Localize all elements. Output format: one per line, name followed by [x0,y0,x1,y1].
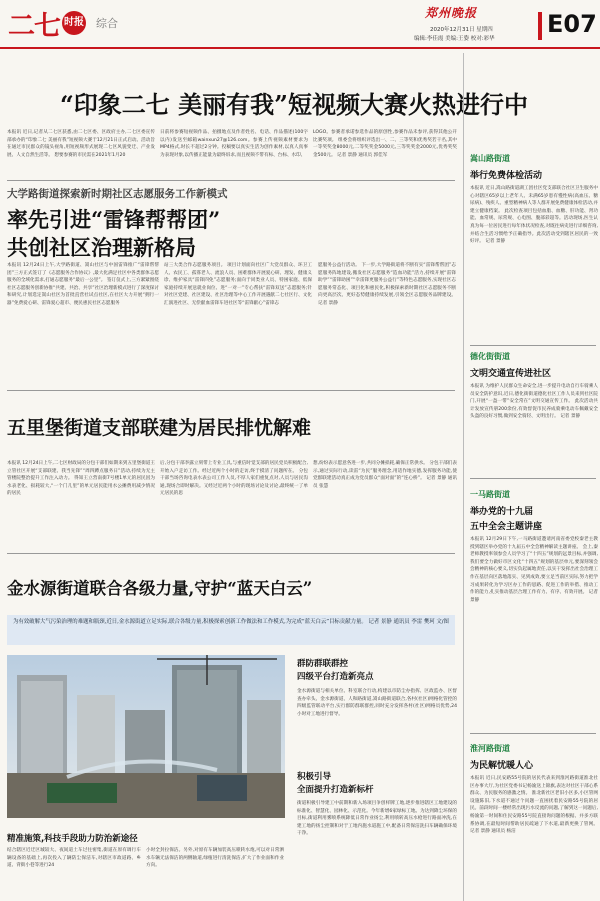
story4-headline: 金水源街道联合各级力量,守护“蓝天白云” [7,579,313,598]
sidebar-body: 本报讯 12月29日下午,一马路街道邀请河南省委党校秦老主教授到辖区举办党的十九届五中全会精神解读主题讲座。 会上,秦老师教授率领参会人员学习了“十四五”规划的远景目标,并强调,我们要全力做好市区文化“十四五”规划的基层单元,要深刻领会会精神的核心要义,切实负起属地责任,以实干发挥出社会治理工作在基层向区落地落实、见到成效,要立足当前区实际,努力把学习成果转化为学习区办工作的思路、促进工作的举措、推动工作的能力,扎实推动基层合理工作有力、有序、有效开展。 记者 景静 [470,537,598,603]
brand-badge [62,11,86,35]
story2-headline-1: 率先引进“雷锋帮帮团” [7,207,221,232]
masthead-rule [0,47,600,49]
story1-headline: “印象二七 美丽有我”短视频大赛火热进行中 [60,90,528,119]
masthead [0,0,600,50]
sidebar-title-2: 五中全会主题讲座 [470,522,543,532]
date-line: 2020年12月31日 星期四 [430,27,493,33]
sidebar-column [463,53,600,901]
story3-headline: 五里堡街道支部联建为居民排忧解难 [7,417,312,439]
sidebar-tag: 一马路街道 [470,490,510,499]
story3-col2: 后,分包干部李露立刻带上专业工具,与重信时觉支部的居民党员积极配合,开始入户走访工作。经过近两个小时的走访,终于摸清了问题所在。 分包干部当场咨询电表水表公司工作人员,不厚人家们重复点对,人员与居民沟通,现场合即时解决。又经过近两个小时的现场讨论及讨论,最终统一了单元居民的思 [160,461,308,497]
masthead-brand [8,6,118,40]
story1-col2: 日前将参赛短视频作品、拍摄地点及作者姓名、电话、作品描述(100字以内)发送至邮箱wainxun27@126.com。参赛上传视频素材要求为MP4格式,时长不超过2分钟。投稿要以真实生活为创作素材,以真人真事为表现对象,以传播正能量为最终诉求,而且视频不带有标、台标、水印、 [160,130,308,158]
page-divider [538,12,542,40]
sidebar-divider [470,733,596,734]
story-divider [7,553,455,554]
sidebar-item-2 [470,351,598,488]
story1-col1: 本报讯 近日,记者从二七区获悉,由二七区委、区政府主办,二七区委宣传部承办的“印象二七 美丽有我”短视频大赛于12月21日正式启动。活动旨在通过市民群众的镜头视角,用短视频形式展现二七区风貌变迁、产业发展、人文自然生活等。 想要参赛的市民需在2021年1月20 [7,130,155,158]
sidebar-tag: 淮河路街道 [470,744,510,753]
sub1-title-1: 群防群联群控 [297,659,349,669]
story-divider [7,390,455,391]
editors-line: 编辑:李佳霞 美编:王姿 校对:彩华 [414,36,495,42]
story1-col3: LOGO。参赛者承诺参选作品的原创性,参赛作品未参评,获得其他公开比赛奖项。 组委会将组织评选出一、二、三等奖和优秀奖若干名,其中一等奖奖金8000元,二等奖奖金5000元,三等奖奖金2000元,优秀奖奖金500元。 记者 景静 通讯员 郭佳军 [313,130,457,158]
sidebar-title: 为民解忧暖人心 [470,761,534,771]
story2-headline-2: 共创社区治理新格局 [7,235,196,260]
story2-col2: 站三大类合作志愿服务项目。 项目计划面向社区广大党员群众、环卫工人、农民工、孤寡老人、流浪人员、困难群体开展爱心研、理发、健康义诊、维护家具“雷锋四免”志愿服务;面向于同类业人员、特困家庭、低保家庭持续开展送就业岗位、进“一对一”专心帮扶“雷锋双送”志愿服务;针对社区党建、社区建设、社区治理等中心工作开展遇献二七社区行、文化汇演进社区、无偿献血雷锋车进社区等“雷锋献心”雷锋志 [164,263,312,306]
sidebar-title-1: 举办党的十九届 [470,507,534,517]
sidebar-title: 举行免费体检活动 [470,171,543,181]
construction-photo [7,655,285,818]
sidebar-body: 本报讯 为维护人民群众生命安全,进一步提升电动自行车骑乘人员安全防护意识,近日,德化街街道德化社区工作人员来到社区院门,开展“一盔一带”安全常在”文明交通宣传工作。 此次活动共计发放宣传册200余份,有效督促市民养成骑乘电动车佩戴安全头盔的良好习惯,做到安全骑轻、文明出行。 记者 景静 [470,384,598,420]
brand-name: 二七 [8,10,60,42]
sidebar-divider [470,478,596,479]
story4-summary: 为有效破解大气污染治理的难题和瓶颈,近日,金水源街道立足实际,联合各级力量,积极探索创新工作做法和工作模式,为完成“蓝天白云”目标贡献力量。 记者 景静 通讯员 李雷 樊珂 文/图 [13,619,449,625]
story2-col1: 本报讯 12月24日上午,大学路街道、嵩山社区与中国雷锋推广“雷锋帮帮团”三方正式签订了《志愿服务合作协议》,最大化满足社区中各类群体志愿服务的全域化需求,打通志愿服务“最后一公里”。 签订仪式上,三方紧紧围绕社区志愿服务创新协推“共建、共治、共享”社区治理新模式进行了深度探讨和研究,计划选定嵩山社区为首批直营社试点社区,在社区大力开展“拥行一器”免费爱心研、雷锋爱心超市、便民惠民社区志愿服务 [7,263,159,306]
sidebar-item-4 [470,743,598,901]
sidebar-tag: 嵩山路街道 [470,154,510,163]
sidebar-item-3 [470,489,598,741]
story2-kicker: 大学路街道探索新时期社区志愿服务工作新模式 [7,188,228,200]
section-name: 综合 [96,17,118,30]
story4-photo [7,655,285,818]
sidebar-item-1 [470,153,598,335]
story3-col3: 想,纷纷表示愿意各进一步,共同分摊损耗,确保正常供水。 分包干部们表示,通过实际行动,读雷“为民”服务理念,用适作地实德,发挥服务功能,使党群联建活动真正成为党员群众“面对面”的“连心桥”。 记者 景静 通讯员 张慧 [313,461,457,489]
sub2-body: 街道积极引导建工中前期和新入场项目争创样牌工地,逐步推进辖区工地建设的标准化、智慧化、园林化、示范化。今年新增6家绿标工地。为达到降尘环保的目标,街道利用雾喷系统降低日常作业扬尘,利用喷转高压水枪进行路面冲洗,在建工地的扬尘控制和对于工地内施水道施工中,配备日常保洁洗扫车辆确保环境干净。 [297,801,457,837]
story3-col1: 本报讯 12月24日上午,二七区财政局的分包干部们如期来到五里堡街道王立管社区开展“支部联建、我当先锋”“周四蹲点服务日”活动,持续为无主管楼院整治提升工作注入动力。 得知王立营南街7号楼1单元的居民因为水表老化、损耗较大,“一个门儿里”的单元居民能用水公摊费用减少情况的居民 [7,461,155,497]
sidebar-divider [470,345,596,346]
sidebar-tag: 德化街街道 [470,352,510,361]
sidebar-body: 本报讯 近日,民安路55号院的居民代表来到淮河路街道淮北社区办事大厅,为社区党委书记杨渝送上锦旗,表达对社区干部心系群众、为民服务的感激之情。 淮北新社区老旧小区多,小区管网设施陈旧,下水道不通过个问题一直困扰着民安路55号院的居民。前段时间一楼经常出现污水反流的问题,了解到这一问题后,杨渝第一时间和住民安路55号院直接询问题的根据、并多方联系协调,在最短时间帮助居民疏通了下水道,最新更换了管网。 记者 景静 通讯员 杨洁 [470,776,598,835]
story-divider [7,180,455,181]
sub1-title-2: 四级平台打造新亮点 [297,672,374,682]
sub2-title-1: 积极引导 [297,772,332,782]
story4-summary-box [7,615,455,645]
brand-badge-text: 时报 [64,17,84,28]
sidebar-title: 文明交通宣传进社区 [470,369,552,379]
story4-caption-col2: 小时全封拉保洁。另外,对原有车辆加装高压喷转水炮,可以对日常洒水车辆无法保洁的两侧轴道,绿植进行清洗保洁,扩大了作业面和作业方向。 [146,848,284,869]
page-number: E07 [547,10,597,38]
story4-photo-caption: 精准施策,科技手段助力防治新途径 [7,834,138,844]
story2-col3: 愿服务公益行活动。 下一步,大学路街道将不断有实“雷锋帮帮团”志愿服务阵地建设,搬发社区志愿服务“造血功能”活力,持续开展“雷锋助学”“雷锋助困”“幸雷锋更服务公益行”等特色志愿服务,实现社区志愿服务常态化、项目化和惠民化,积极探索新时期社区志愿服务不断向更高层次、更好态势健康持续发展,引领全区志愿服务品牌建设。 记者 景静 [318,263,456,306]
story4-caption-col1: 结合辖区近迁区城较大、夜间道土车过往密集,街道在原有调行车辆设备的基础上,再次投入了辆防尘保洁车,对辖区市政道路、乡道、背街小巷等进行24 [7,848,141,869]
sidebar-body: 本报讯 近日,嵩山路街道湖工团社区党支部联合社区卫生服务中心对辖区65岁以上老年人、未满65岁患有慢性病(高血压、糖尿病)、残疾人、重型精神病人等人群开展免费健康体检活动,并建立健康档案。 此次检查项目包括血脂、血糖、肝功能、肾功能、血常规、尿常规、心电图、腹部彩超等。活动现场,医生认真为每一位居民进行每年体状况检查,对既往病史进行详细咨询,并结合生活习惯给予正确指导。此次活动受到辖区居民的一致好评。 记者 景静 [470,186,598,245]
newspaper-logo: 郑州晚报 [425,6,478,20]
sub1-body: 金水源街道与相关单位、科室联合行动,构建以市防尘办指挥、区政监办、区督查办牵头、金水源街道、人和路街道,嵩山路街道联合,各村(社区)网格化管控的四级监管联动平台,实行群防群联群控,同时充分发挥各村(社区)网格员优势,24小时对工地进行督导。 [297,689,457,717]
sub2-title-2: 全面提升打造新标杆 [297,785,374,795]
